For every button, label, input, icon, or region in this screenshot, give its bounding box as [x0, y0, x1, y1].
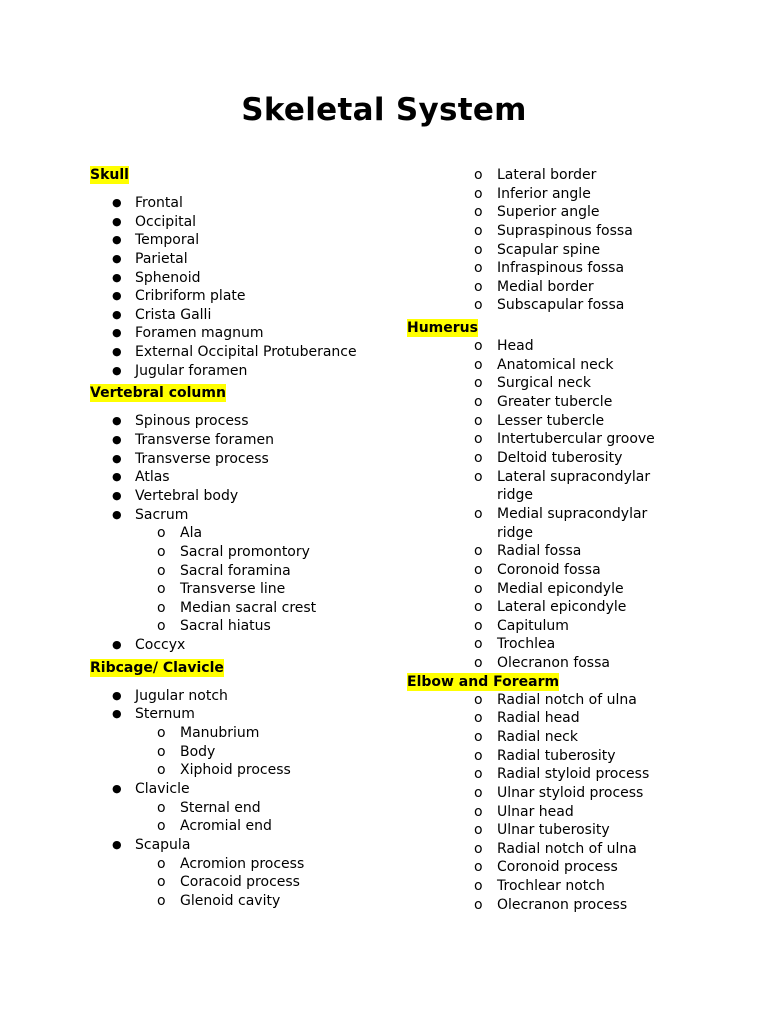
sub-bullet-icon: o	[157, 599, 166, 616]
list-item: o Subscapular fossa	[474, 297, 625, 314]
humerus-list	[407, 337, 707, 673]
list-item: ● Clavicle	[112, 780, 190, 797]
list-item: o Medial supracondylar ridge	[474, 505, 648, 541]
sub-bullet-icon: o	[157, 581, 166, 598]
list-item: o Superior angle	[474, 204, 600, 221]
list-item: ● Sphenoid	[112, 269, 201, 286]
sub-bullet-icon: o	[474, 599, 483, 616]
sub-bullet-icon: o	[157, 725, 166, 742]
sub-bullet-icon: o	[474, 543, 483, 560]
left-column	[90, 166, 390, 910]
list-item: ● Sacrum	[112, 506, 189, 523]
sub-bullet-icon: o	[474, 167, 483, 183]
list-item: o Olecranon process	[474, 896, 628, 913]
sub-bullet-icon: o	[474, 729, 483, 745]
scapula-sublist	[90, 855, 390, 911]
list-item: o Trochlear notch	[474, 878, 605, 895]
list-item: o Transverse line	[157, 581, 286, 598]
list-item: o Radial fossa	[474, 543, 582, 560]
list-item: o Capitulum	[474, 617, 569, 634]
list-item: o Manubrium	[157, 725, 260, 742]
list-item: ● Spinous process	[112, 413, 249, 430]
sub-bullet-icon: o	[474, 297, 483, 314]
sub-bullet-icon: o	[474, 468, 483, 485]
list-item: ● Temporal	[112, 232, 200, 249]
list-item: ● Jugular foramen	[112, 362, 248, 379]
bullet-icon: ●	[112, 196, 122, 209]
sub-bullet-icon: o	[157, 562, 166, 579]
bullet-icon: ●	[112, 638, 122, 652]
sub-bullet-icon: o	[474, 822, 483, 839]
bullet-icon: ●	[112, 781, 122, 795]
sub-bullet-icon: o	[474, 561, 483, 578]
sub-bullet-icon: o	[157, 818, 166, 835]
bullet-icon: ●	[112, 507, 122, 521]
bullet-icon: ●	[112, 451, 122, 465]
sub-bullet-icon: o	[474, 278, 483, 295]
list-item: ● Jugular notch	[112, 687, 228, 704]
list-item: o Lateral border	[474, 167, 597, 183]
list-item: o Lesser tubercle	[474, 412, 605, 429]
list-item: o Olecranon fossa	[474, 655, 610, 672]
list-item: o Infraspinous fossa	[474, 260, 625, 277]
sub-bullet-icon: o	[474, 260, 483, 277]
scapula-continued-list	[407, 166, 707, 315]
sub-bullet-icon: o	[474, 710, 483, 727]
list-item: o Intertubercular groove	[474, 431, 655, 448]
list-item: o Median sacral crest	[157, 599, 317, 616]
sub-bullet-icon: o	[474, 803, 483, 820]
list-item: ● Foramen magnum	[112, 325, 264, 342]
sub-bullet-icon: o	[474, 185, 483, 202]
sub-bullet-icon: o	[474, 747, 483, 764]
sub-bullet-icon: o	[474, 375, 483, 392]
bullet-icon: ●	[112, 289, 122, 303]
sub-bullet-icon: o	[474, 655, 483, 672]
sub-bullet-icon: o	[157, 543, 166, 560]
skull-list	[90, 194, 390, 380]
sub-bullet-icon: o	[474, 691, 483, 708]
list-item: o Coronoid fossa	[474, 561, 601, 578]
sub-bullet-icon: o	[474, 431, 483, 448]
bullet-icon: ●	[112, 470, 122, 484]
list-item: o Radial tuberosity	[474, 747, 616, 764]
sub-bullet-icon: o	[474, 338, 483, 355]
bullet-icon: ●	[112, 488, 122, 502]
sub-bullet-icon: o	[474, 241, 483, 258]
list-item: o Ala	[157, 525, 203, 542]
sub-bullet-icon: o	[474, 412, 483, 429]
list-item: o Sacral promontory	[157, 543, 310, 560]
list-item: o Anatomical neck	[474, 356, 614, 373]
list-item: ● Parietal	[112, 250, 188, 267]
list-item: o Deltoid tuberosity	[474, 449, 623, 466]
list-item: ● Coccyx	[112, 637, 186, 654]
humerus-heading: Humerus	[407, 320, 478, 337]
list-item: ● External Occipital Protuberance	[112, 344, 357, 361]
sub-bullet-icon: o	[474, 356, 483, 373]
list-item: o Radial notch of ulna	[474, 691, 637, 708]
elbow-heading: Elbow and Forearm	[407, 673, 560, 690]
list-item: ● Cribriform plate	[112, 288, 246, 305]
list-item: o Ulnar tuberosity	[474, 822, 610, 839]
list-item: ● Occipital	[112, 213, 197, 230]
page-title: Skeletal System	[241, 92, 527, 128]
list-item: o Ulnar head	[474, 803, 574, 820]
list-item: ● Crista Galli	[112, 306, 212, 323]
list-item: o Radial neck	[474, 729, 578, 745]
list-item: o Supraspinous fossa	[474, 222, 633, 239]
sub-bullet-icon: o	[474, 840, 483, 857]
list-item: o Greater tubercle	[474, 394, 613, 411]
list-item: ● Frontal	[112, 195, 183, 211]
bullet-icon: ●	[112, 270, 122, 284]
vertebral-list	[90, 412, 390, 524]
list-item: o Xiphoid process	[157, 762, 291, 779]
list-item: o Acromial end	[157, 818, 272, 835]
list-item: o Body	[157, 743, 216, 760]
list-item: o Inferior angle	[474, 185, 591, 202]
sub-bullet-icon: o	[474, 766, 483, 783]
list-item: o Surgical neck	[474, 375, 591, 392]
clavicle-sublist	[90, 799, 390, 836]
list-item: o Coronoid process	[474, 859, 618, 876]
sub-bullet-icon: o	[157, 618, 166, 635]
list-item: o Medial border	[474, 278, 594, 295]
list-item: o Lateral supracondylar ridge	[474, 468, 651, 504]
list-item: o Scapular spine	[474, 241, 601, 258]
bullet-icon: ●	[112, 326, 122, 340]
sub-bullet-icon: o	[157, 762, 166, 779]
sub-bullet-icon: o	[474, 784, 483, 801]
list-item: o Coracoid process	[157, 874, 300, 891]
list-item: o Sacral hiatus	[157, 618, 271, 635]
sacrum-sublist	[90, 524, 390, 636]
sub-bullet-icon: o	[157, 855, 166, 872]
sub-bullet-icon: o	[157, 525, 166, 542]
list-item: ● Transverse process	[112, 450, 269, 467]
bullet-icon: ●	[112, 688, 122, 702]
sub-bullet-icon: o	[157, 874, 166, 891]
list-item: ● Sternum	[112, 706, 195, 723]
sub-bullet-icon: o	[157, 892, 166, 909]
list-item: o Sacral foramina	[157, 562, 291, 579]
bullet-icon: ●	[112, 307, 122, 321]
list-item: o Acromion process	[157, 855, 305, 872]
list-item: ● Atlas	[112, 469, 170, 486]
skull-heading: Skull	[90, 167, 129, 183]
sub-bullet-icon: o	[474, 636, 483, 653]
bullet-icon: ●	[112, 251, 122, 265]
sub-bullet-icon: o	[474, 394, 483, 411]
list-item: ● Transverse foramen	[112, 432, 274, 449]
ribcage-heading: Ribcage/ Clavicle	[90, 659, 224, 676]
bullet-icon: ●	[112, 345, 122, 359]
sub-bullet-icon: o	[474, 204, 483, 221]
list-item: o Head	[474, 338, 534, 355]
list-item: o Lateral epicondyle	[474, 599, 627, 616]
list-item: o Sternal end	[157, 799, 261, 816]
bullet-icon: ●	[112, 363, 122, 377]
list-item: o Radial head	[474, 710, 580, 727]
elbow-list	[407, 691, 707, 915]
sub-bullet-icon: o	[474, 449, 483, 466]
list-item: ● Scapula	[112, 836, 191, 853]
sub-bullet-icon: o	[474, 222, 483, 239]
list-item: o Ulnar styloid process	[474, 784, 644, 801]
list-item: ● Vertebral body	[112, 487, 239, 504]
vertebral-heading: Vertebral column	[90, 385, 226, 402]
right-column	[407, 166, 707, 914]
bullet-icon: ●	[112, 414, 122, 428]
sub-bullet-icon: o	[157, 799, 166, 816]
sternum-sublist	[90, 724, 390, 780]
bullet-icon: ●	[112, 214, 122, 228]
sub-bullet-icon: o	[474, 859, 483, 876]
bullet-icon: ●	[112, 233, 122, 247]
list-item: o Radial notch of ulna	[474, 840, 637, 857]
list-item: o Radial styloid process	[474, 766, 650, 783]
bullet-icon: ●	[112, 837, 122, 851]
list-item: o Trochlea	[474, 636, 556, 653]
bullet-icon: ●	[112, 707, 122, 721]
sub-bullet-icon: o	[474, 505, 483, 522]
sub-bullet-icon: o	[474, 896, 483, 913]
list-item: o Glenoid cavity	[157, 892, 281, 909]
list-item: o Medial epicondyle	[474, 580, 624, 597]
sub-bullet-icon: o	[474, 617, 483, 634]
bullet-icon: ●	[112, 433, 122, 447]
sub-bullet-icon: o	[157, 743, 166, 760]
sub-bullet-icon: o	[474, 580, 483, 597]
sub-bullet-icon: o	[474, 878, 483, 895]
